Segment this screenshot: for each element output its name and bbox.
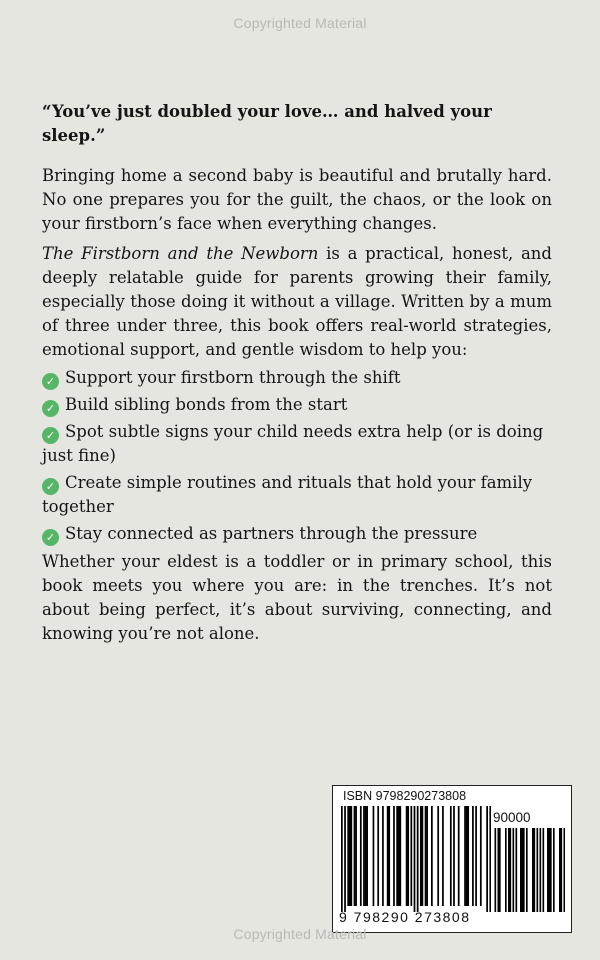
list-item-text: Support your firstborn through the shift [65, 368, 401, 387]
barcode-bar [550, 828, 552, 912]
barcode-bar [480, 806, 482, 906]
barcode-bar [422, 806, 424, 906]
barcode-bar [388, 806, 390, 906]
barcode-bar [520, 828, 522, 912]
check-circle-icon: ✓ [42, 373, 59, 390]
barcode-bar [475, 806, 477, 906]
barcode-bar [466, 806, 468, 906]
barcode-bar [467, 806, 469, 906]
pull-quote: “You’ve just doubled your love… and halved your sleep.” [42, 102, 492, 145]
isbn-barcode [332, 785, 572, 933]
ean13-barcode-bars [341, 806, 491, 912]
barcode-bar [377, 806, 379, 906]
barcode-bar [347, 806, 349, 906]
barcode-bar [498, 828, 500, 912]
barcode-bar [437, 806, 439, 906]
barcode-bar [355, 806, 357, 906]
list-item [42, 420, 552, 468]
intro-paragraph: Bringing home a second baby is beautiful and brutally hard. No one prepares you for the guilt, the chaos, or the look on your firstborn’s face when everything changes. [42, 166, 552, 233]
barcode-bar [526, 828, 528, 912]
barcode-bar [453, 806, 455, 906]
barcode-bar [540, 828, 542, 912]
barcode-bar [508, 828, 510, 912]
barcode-bar [495, 828, 497, 912]
closing-paragraph: Whether your eldest is a toddler or in primary school, this book meets you where you are: in the trenches. It’s not about being perfect, it’s about surviving, connecting, and knowing you’re not alone. [42, 552, 552, 643]
barcode-bar [513, 828, 515, 912]
barcode-bar [399, 806, 401, 906]
barcode-bar [373, 806, 375, 906]
barcode-bar [426, 806, 428, 906]
barcode-bar [505, 828, 507, 912]
barcode-bar [363, 806, 365, 906]
barcode-bar [420, 806, 422, 906]
barcode-bar [472, 806, 474, 906]
barcode-bar [398, 806, 400, 906]
book-title: The Firstborn and the Newborn [42, 244, 319, 263]
barcode-bar [532, 828, 534, 912]
list-item-text: Create simple routines and rituals that hold your family together [42, 473, 533, 516]
price-addon-bars [493, 828, 565, 912]
barcode-bar [407, 806, 409, 906]
barcode-bar [486, 806, 488, 912]
barcode-bar [442, 806, 444, 906]
barcode-bar [366, 806, 368, 906]
barcode-bar [365, 806, 367, 906]
barcode-bar [382, 806, 384, 906]
barcode-bar [543, 828, 545, 912]
barcode-bar [344, 806, 346, 912]
barcode-bar [537, 828, 539, 912]
barcode-bar [489, 806, 491, 912]
list-item-text: Stay connected as partners through the pressure [65, 524, 478, 543]
barcode-bar [410, 806, 412, 906]
barcode-bar [393, 806, 395, 906]
barcode-bar [510, 828, 512, 912]
benefit-list [42, 366, 552, 546]
check-circle-icon: ✓ [42, 529, 59, 546]
barcode-digits: 9 798290 273808 [339, 909, 471, 925]
list-item-text: Build sibling bonds from the start [65, 395, 348, 414]
barcode-bar [561, 828, 563, 912]
barcode-bar [431, 806, 433, 906]
barcode-bar [341, 806, 343, 912]
barcode-bar [523, 828, 525, 912]
barcode-bar [360, 806, 362, 906]
barcode-bar [396, 806, 398, 906]
check-circle-icon: ✓ [42, 400, 59, 417]
barcode-bar [564, 828, 566, 912]
isbn-label: ISBN 9798290273808 [343, 789, 467, 803]
barcode-bar [464, 806, 466, 906]
watermark-bottom: Copyrighted Material [233, 926, 367, 942]
barcode-bar [354, 806, 356, 906]
barcode-bar [553, 828, 555, 912]
barcode-bar [547, 828, 549, 912]
barcode-bar [406, 806, 408, 906]
watermark-top: Copyrighted Material [233, 15, 367, 31]
description-text: is a practical, honest, and deeply relatable guide for parents growing their family, especially those doing it without a village. Written by a mum of three under three, this book offers real-world strategies, emotional support, and gentle wisdom to help you: [42, 244, 552, 359]
barcode-bar [425, 806, 427, 906]
barcode-bar [350, 806, 352, 906]
barcode-bar [387, 806, 389, 906]
check-circle-icon: ✓ [42, 478, 59, 495]
barcode-bar [534, 828, 536, 912]
list-item [42, 393, 552, 417]
barcode-bar [417, 806, 419, 912]
list-item [42, 471, 552, 519]
barcode-bar [450, 806, 452, 906]
barcode-bar [499, 828, 501, 912]
barcode-bar [559, 828, 561, 912]
barcode-bar [522, 828, 524, 912]
list-item [42, 366, 552, 390]
barcode-bar [516, 828, 518, 912]
list-item [42, 522, 552, 546]
barcode-bar [458, 806, 460, 906]
description-paragraph [42, 242, 552, 362]
barcode-bar [349, 806, 351, 906]
barcode-bar [549, 828, 551, 912]
barcode-bar [414, 806, 416, 912]
price-code: 90000 [493, 810, 531, 825]
list-item-text: Spot subtle signs your child needs extra help (or is doing just fine) [42, 422, 544, 465]
check-circle-icon: ✓ [42, 427, 59, 444]
back-cover-text [42, 100, 552, 650]
